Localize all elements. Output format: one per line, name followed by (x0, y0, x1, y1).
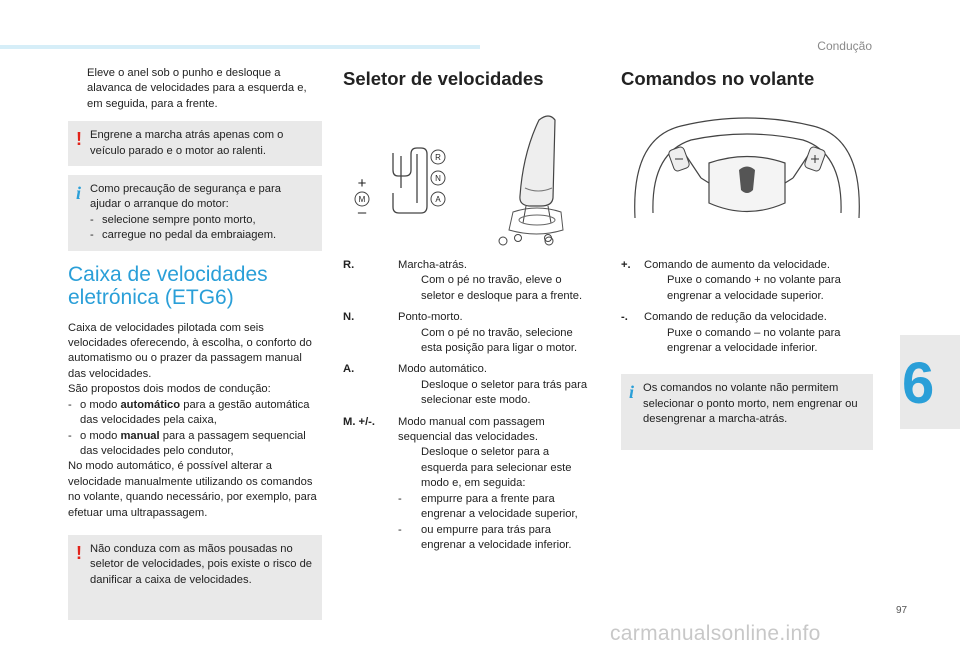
definition-item: A. Modo automático. Desloque o seletor para trás para selecionar este modo. (343, 362, 595, 408)
list-item: - o modo automático para a gestão automática das velocidades pela caixa, (68, 398, 310, 427)
gear-knob-icon (499, 116, 563, 245)
info-icon: i (76, 183, 82, 204)
brand-logo-icon (739, 167, 755, 194)
section-title: Seletor de velocidades (343, 68, 544, 89)
definition-item: N. Ponto-morto. Com o pé no travão, selecione esta posição para ligar o motor. (343, 310, 595, 356)
bullet-item (68, 66, 322, 112)
label-r: R (435, 153, 441, 162)
body-text (68, 321, 322, 521)
list-item: - carregue no pedal da embraiagem. (90, 229, 277, 242)
section-title: Comandos no volante (621, 68, 815, 89)
definition-item: +. Comando de aumento da velocidade. Puxe o comando + no volante para engrenar a velocidade superior. (621, 258, 873, 304)
info-note (621, 374, 873, 449)
warning-icon: ! (76, 542, 82, 563)
warning-text: Não conduza com as mãos pousadas no seletor de velocidades, pois existe o risco de danificar a caixa de velocidades. (90, 542, 313, 586)
definition-item: M. +/-. Modo manual com passagem sequencial das velocidades. Desloque o seletor para a esquerda para selecionar este modo e, em seguida: - empurre para a frente para engrenar a velocidade superior, - ou empurre para trás para engrenar a velocidade inferior. (343, 415, 578, 551)
warning-icon: ! (76, 129, 82, 150)
warning-note (68, 535, 322, 620)
bullet-marker-icon (398, 273, 421, 304)
definition-item: -. Comando de redução da velocidade. Puxe o comando – no volante para engrenar a velocidade inferior. (621, 310, 873, 356)
column-right (621, 258, 873, 450)
bullet-marker-icon (68, 66, 87, 112)
bullet-marker-icon (644, 326, 667, 357)
bullet-marker-icon (644, 273, 667, 304)
header-accent-bar (0, 45, 480, 49)
gear-selector-illustration (343, 108, 593, 253)
bullet-marker-icon (398, 326, 421, 357)
bullet-marker-icon (398, 445, 421, 491)
column-left (68, 66, 322, 620)
section-header: Condução (817, 39, 872, 53)
paragraph: Caixa de velocidades pilotada com seis velocidades oferecendo, à escolha, o conforto do automatismo ou o prazer da passagem manual das velocidades. (68, 321, 312, 380)
bullet-marker-icon (398, 378, 421, 409)
info-note (68, 175, 322, 251)
bullet-text: Eleve o anel sob o punho e desloque a alavanca de velocidades para a esquerda e, em seguida, para a frente. (87, 67, 307, 110)
label-n: N (435, 174, 441, 183)
paddle-minus-icon (668, 146, 691, 172)
list-item: - o modo manual para a passagem sequencial das velocidades pelo condutor, (68, 429, 306, 457)
label-plus: + (357, 175, 367, 192)
column-middle (343, 258, 595, 559)
list-item: - selecione sempre ponto morto, (90, 213, 256, 226)
label-a: A (435, 195, 441, 204)
chapter-number: 6 (902, 351, 935, 416)
label-minus: – (357, 204, 367, 221)
section-title: Caixa de velocidades eletrónica (ETG6) (68, 262, 268, 309)
info-text: Os comandos no volante não permitem selecionar o ponto morto, nem engrenar ou desengrenar a marcha-atrás. (643, 382, 858, 426)
warning-note (68, 121, 322, 166)
paddle-plus-icon (804, 146, 827, 172)
watermark: carmanualsonline.info (610, 622, 821, 645)
paragraph: No modo automático, é possível alterar a velocidade manualmente utilizando os comandos no volante, quando necessário, por exemplo, para efetuar uma ultrapassagem. (68, 460, 317, 519)
paragraph: São propostos dois modos de condução: (68, 383, 271, 396)
gate-pattern (393, 148, 427, 213)
label-m: M (358, 195, 366, 204)
steering-wheel-illustration (621, 108, 873, 248)
warning-text: Engrene a marcha atrás apenas com o veículo parado e o motor ao ralenti. (90, 129, 284, 157)
info-icon: i (629, 382, 635, 403)
info-text: Como precaução de segurança e para ajudar o arranque do motor: (90, 183, 281, 211)
definition-item: R. Marcha-atrás. Com o pé no travão, eleve o seletor e desloque para a frente. (343, 258, 595, 304)
page-number: 97 (896, 605, 908, 616)
